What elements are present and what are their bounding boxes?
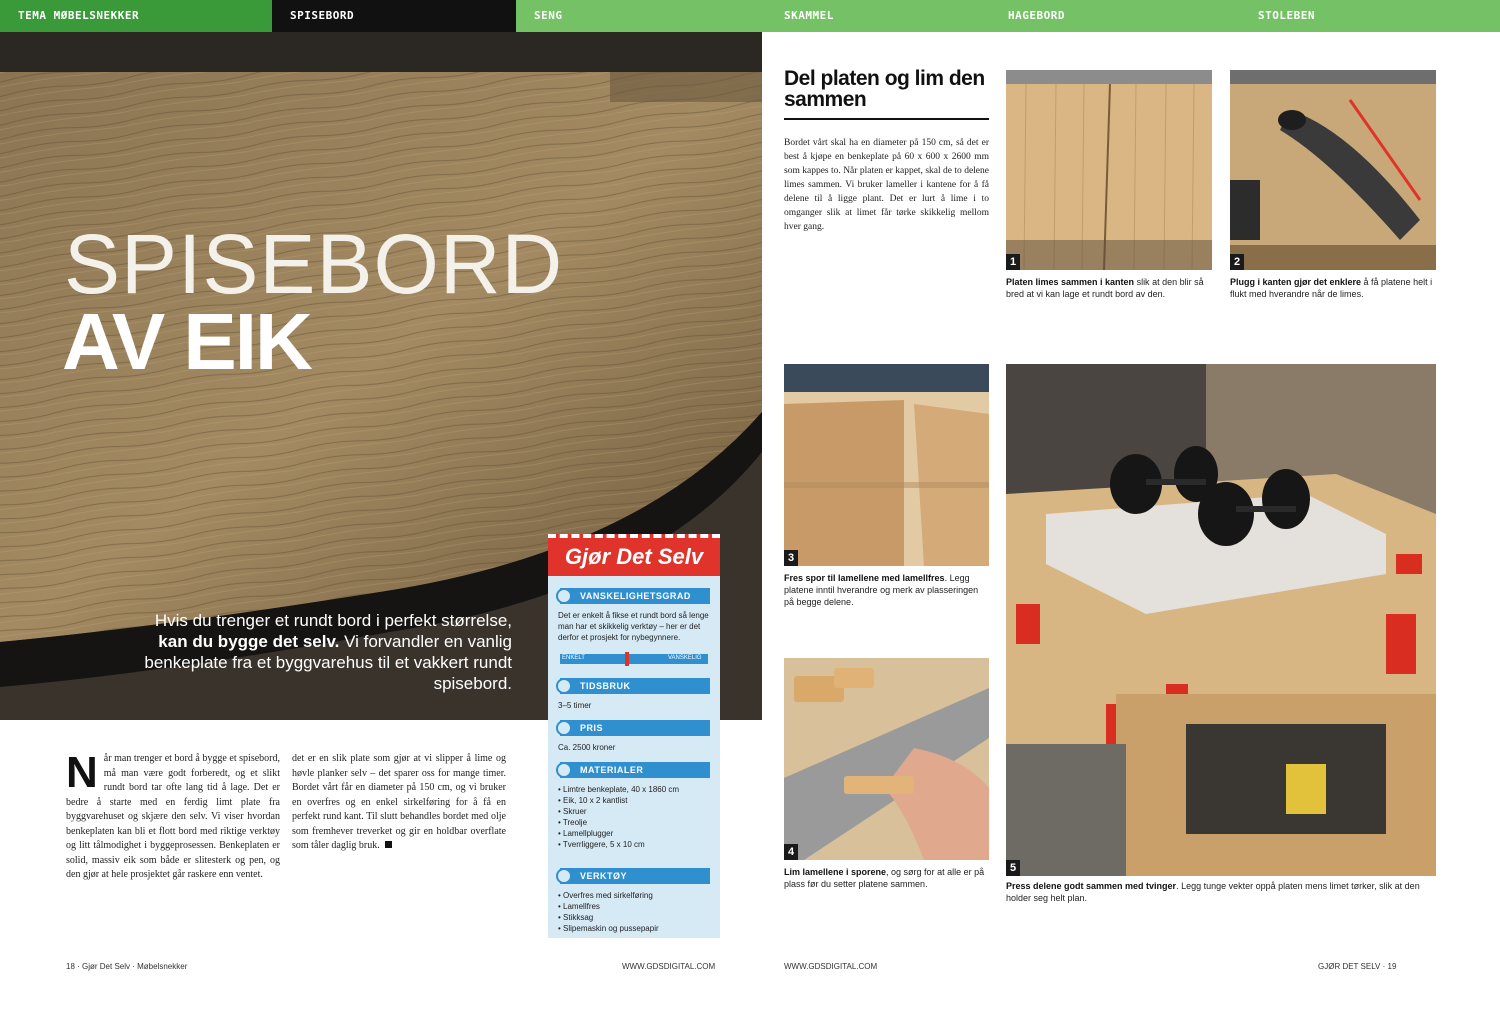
caption-4 (784, 866, 989, 890)
gds-text-difficulty: Det er enkelt å fikse et rundt bord så lenge man har et skikkelig verktøy – her er det derfor et prosjekt for nybegynnere. (558, 611, 709, 642)
materials-icon (556, 762, 572, 778)
lead-bold: kan du bygge det selv. (158, 632, 340, 651)
step-photo-1 (1006, 70, 1212, 270)
caption-5-bold: Press delene godt sammen med tvinger (1006, 881, 1177, 891)
step-photo-4 (784, 658, 989, 860)
end-mark (385, 841, 392, 848)
gds-heading-tools: VERKTØY (560, 868, 710, 884)
footer-right-page: GJØR DET SELV · 19 (1318, 962, 1397, 971)
gds-text-tools: • Overfres med sirkelføring • Lamellfres • Stikksag • Slipemaskin og pussepapir (558, 891, 659, 933)
tab-skammel[interactable]: SKAMMEL (766, 0, 990, 32)
caption-3-bold: Fres spor til lamellene med lamellfres (784, 573, 945, 583)
step-badge-4: 4 (784, 844, 798, 860)
caption-2-bold: Plugg i kanten gjør det enklere (1230, 277, 1362, 287)
scale-label-hard: VANSKELIG (668, 655, 702, 661)
lead-plain: Hvis du trenger et rundt bord i perfekt størrelse, (154, 611, 512, 630)
step-badge-5: 5 (1006, 860, 1020, 876)
gds-text-time: 3–5 timer (558, 701, 592, 710)
step-badge-2: 2 (1230, 254, 1244, 270)
tab-spisebord[interactable]: SPISEBORD (272, 0, 516, 32)
section-title: Del platen og lim den sammen (784, 67, 985, 111)
gds-heading-materials: MATERIALER (560, 762, 710, 778)
right-intro: Bordet vårt skal ha en diameter på 150 cm, så det er best å kjøpe en benkeplate på 60 x 600 x 2600 mm som kappes to. Når platen er kappet, skal de to delene limes sammen. Vi bruker lameller i kantene for å få delene til å ligge plant. Det er lurt å lime i to omganger slik at limet får tørke skikkelig mellom hver gang. (784, 138, 989, 232)
difficulty-icon (556, 588, 572, 604)
caption-5 (1006, 880, 1436, 904)
hero-title-line1: SPISEBORD (64, 217, 564, 311)
tab-seng[interactable]: SENG (516, 0, 766, 32)
footer-left-page: 18 · Gjør Det Selv · Møbelsnekker (66, 962, 188, 971)
footer-left-url[interactable]: WWW.GDSDIGITAL.COM (622, 962, 716, 971)
clock-icon (556, 678, 572, 694)
body-column-2 (292, 752, 506, 854)
tab-stoleben[interactable]: STOLEBEN (1240, 0, 1500, 32)
step-photo-2 (1230, 70, 1436, 270)
tools-icon (556, 868, 572, 884)
caption-4-text: , og sørg for at alle er på plass før du setter platene sammen. (784, 867, 985, 889)
price-icon (556, 720, 572, 736)
section-nav (0, 0, 1500, 32)
step-badge-1: 1 (1006, 254, 1020, 270)
hero-lead (140, 610, 512, 694)
caption-1-text: slik at den blir så bred at vi kan lage et rundt bord av den. (1006, 277, 1204, 299)
lead-rest: Vi forvandler en vanlig benkeplate fra et byggvarehus til et vakkert rundt spisebord. (144, 632, 512, 693)
drop-cap: N (66, 748, 98, 797)
caption-1 (1006, 276, 1212, 300)
tab-tema[interactable]: TEMA MØBELSNEKKER (0, 0, 272, 32)
step-badge-3: 3 (784, 550, 798, 566)
step-photo-5 (1006, 364, 1436, 876)
title-rule (784, 118, 989, 120)
footer-right-url[interactable]: WWW.GDSDIGITAL.COM (784, 962, 878, 971)
body-column-1 (66, 748, 280, 883)
gds-text-materials: • Limtre benkeplate, 40 x 1860 cm • Eik, 10 x 2 kantlist • Skruer • Treolje • Lamellplugger • Tverrliggere, 5 x 10 cm (558, 785, 680, 849)
caption-5-text: . Legg tunge vekter oppå platen mens limet tørker, slik at den holder seg helt plan. (1006, 881, 1420, 903)
caption-1-bold: Platen limes sammen i kanten (1006, 277, 1135, 287)
caption-4-bold: Lim lamellene i sporene (784, 867, 887, 877)
caption-2 (1230, 276, 1436, 300)
gds-heading-difficulty: VANSKELIGHETSGRAD (560, 588, 710, 604)
scale-label-easy: ENKELT (562, 655, 585, 661)
caption-2-text: å få platene helt i flukt med hverandre når de limes. (1230, 277, 1433, 299)
gds-text-price: Ca. 2500 kroner (558, 743, 616, 752)
gds-heading-time: TIDSBRUK (560, 678, 710, 694)
body-col1-text: år man trenger et bord å bygge et spisebord, må man være godt forberedt, og et slikt rundt bord tar ofte lang tid å lage. Det er bedre å starte med en ferdig limt plate fra byggvarehuset og skjære den selv. Vi viser hvordan benkeplaten kan bli et flott bord med riktige verktøy og litt tålmodighet i byggeprosessen. Benkeplaten er solid, massiv eik som både er slitesterk og pen, og den gjør at hele prosjektet går raskere enn ventet. (66, 753, 280, 880)
caption-3 (784, 572, 989, 608)
gds-title: Gjør Det Selv (564, 544, 704, 569)
tab-hagebord[interactable]: HAGEBORD (990, 0, 1240, 32)
caption-3-text: . Legg platene inntil hverandre og merk av plasseringen på begge delene. (784, 573, 979, 607)
difficulty-marker (625, 652, 629, 666)
hero-title-line2: AV EIK (62, 297, 311, 386)
step-photo-3 (784, 364, 989, 566)
body-col2-text: det er en slik plate som gjør at vi slipper å lime og høvle planker selv – det sparer oss for mange timer. Bordet vårt får en diameter på 150 cm, og vi bruker en overfres og en enkel sirkelføring for å få en perfekt rund kant. Til slutt behandles bordet med olje som fremhever treverket og gir en holdbar overflate som tåler daglig bruk. (292, 753, 506, 851)
gds-heading-price: PRIS (560, 720, 710, 736)
